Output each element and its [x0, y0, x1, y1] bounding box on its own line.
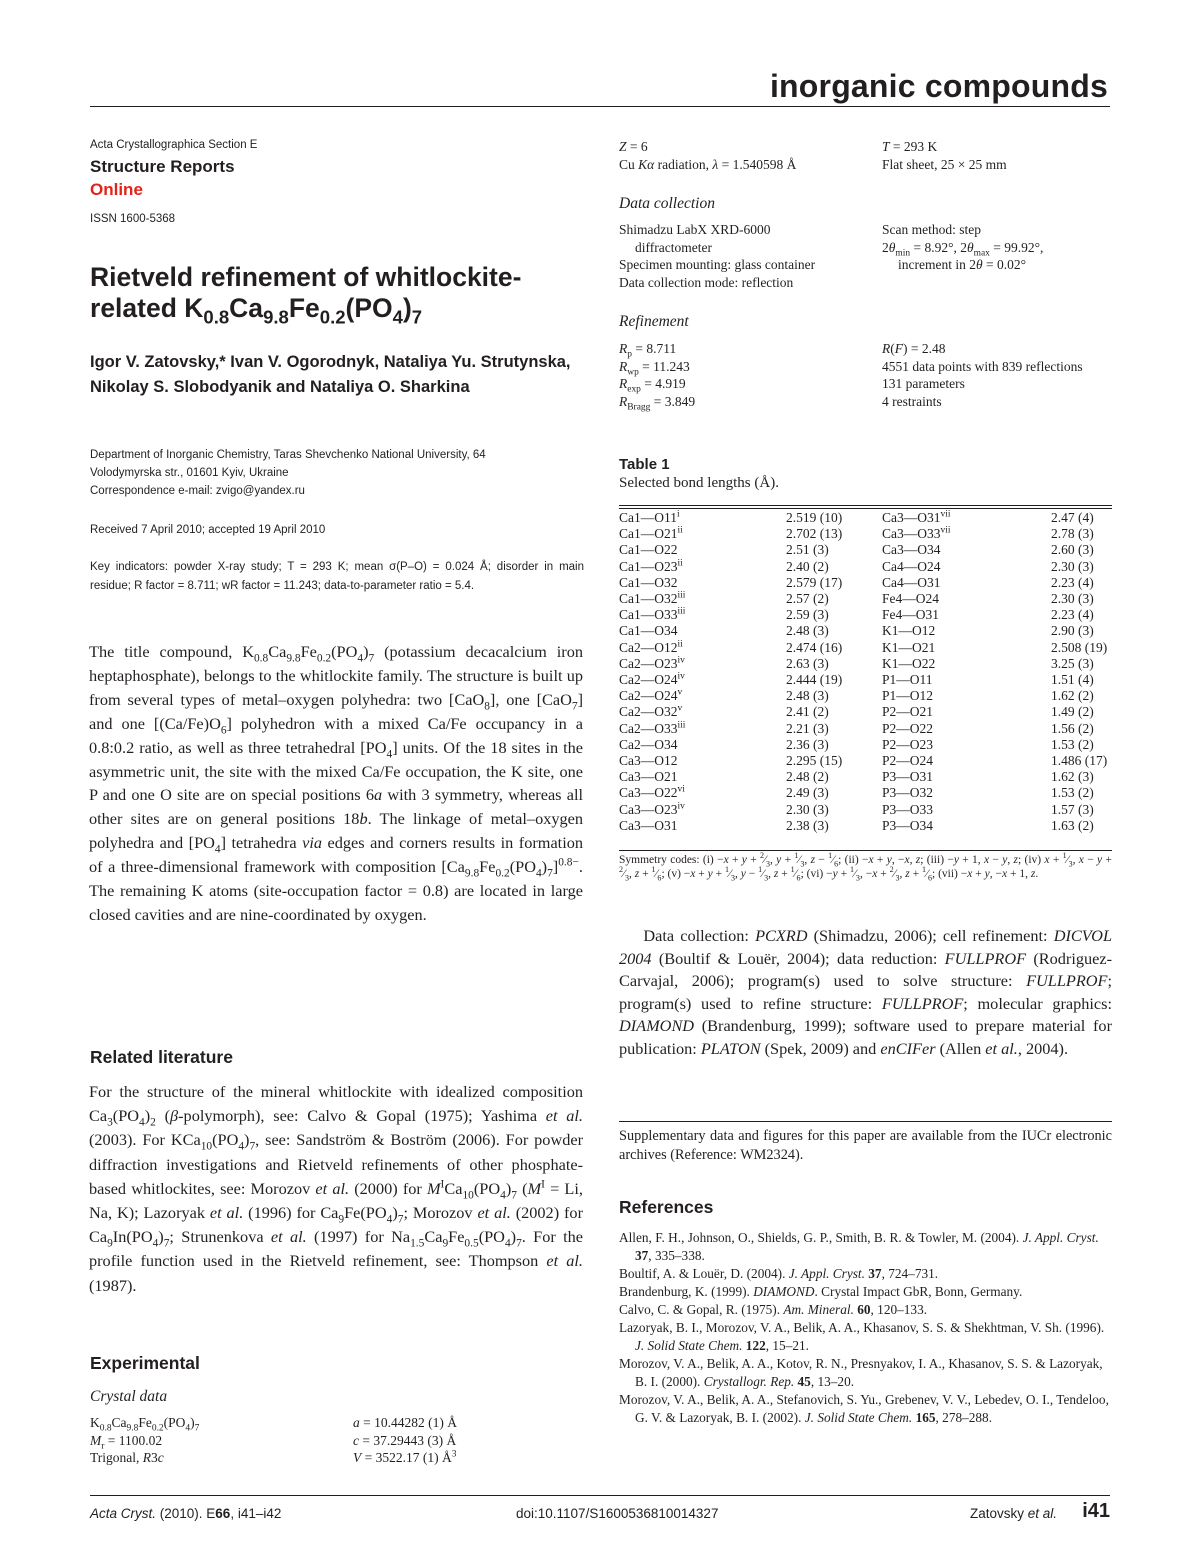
length-cell: 2.48 (3) — [786, 688, 829, 704]
table-row — [619, 818, 1112, 834]
bond-cell: P2—O23 — [882, 736, 934, 752]
bond-cell: Ca3—O33$^{vii}$ — [882, 525, 951, 542]
related-literature-text: For the structure of the mineral whitlockite with idealized composition $Ca_3(PO_4)_2$ (β-polymorph), see: Calvo & Gopal (1975); Yashima et al. (2003). For $KCa_{10}(PO_4)_7$, see: Sandström & Boström (2006). For powder diffraction investigations and Rietveld refinements of other phosphate-based whitlockites, see: Morozov et al. (2000) for $M^ICa_{10}(PO_4)_7$ ($M^I = Li$, Na, K); Lazoryak et al. (1996) for $Ca_9Fe(PO_4)_7$; Morozov et al. (2002) for $Ca_9In(PO_4)_7$; Strunenkova et al. (1997) for $Na_{1.5}Ca_9Fe_{0.5}(PO_4)_7$. For the profile function used in the Rietveld refinement, see: Thompson et al. (1987). — [89, 1082, 584, 1295]
temperature: T = 293 K — [882, 139, 938, 154]
issn: ISSN 1600-5368 — [90, 213, 176, 225]
crystal-system: Trigonal, R3c — [90, 1450, 164, 1465]
length-cell: 2.30 (3) — [786, 801, 829, 817]
length-cell: 2.474 (16) — [786, 639, 843, 655]
footer-page-number: i41 — [1082, 1500, 1110, 1522]
author-list: Igor V. Zatovsky,* Ivan V. Ogorodnyk, Nataliya Yu. Strutynska, Nikolay S. Slobodyanik and Nataliya O. Sharkina — [90, 353, 571, 396]
table-row — [619, 753, 1112, 769]
length-cell: 1.62 (2) — [1051, 688, 1094, 704]
length-cell: 2.30 (3) — [1051, 591, 1094, 607]
table-row — [619, 721, 1112, 737]
two-theta-range: $2\theta_{min} = 8.92^\circ$, $2\theta_{max} = 99.92^\circ$, — [882, 239, 1044, 259]
table-row — [619, 802, 1112, 818]
r-bragg: $R_{Bragg} = 3.849$ — [619, 393, 696, 413]
table-row — [619, 704, 1112, 720]
cell-c: c = 37.29443 (3) Å — [353, 1432, 457, 1448]
length-cell: 1.486 (17) — [1051, 753, 1108, 769]
table-row — [619, 769, 1112, 785]
bond-cell: P3—O34 — [882, 817, 934, 833]
table-row — [619, 542, 1112, 558]
crystal-data-left — [90, 1414, 199, 1467]
bond-cell: Ca2—O33$^{iii}$ — [619, 720, 686, 736]
length-cell: 2.60 (3) — [1051, 542, 1094, 558]
abstract: The title compound, $K_{0.8}Ca_{9.8}Fe_{0.2}(PO_4)_7$ (potassium decacalcium iron heptaphosphate), belongs to the whitlockite family. The structure is built up from several types of metal–oxygen polyhedra: two [CaO$_8$], one [CaO$_7$] and one $[(Ca/Fe)O_6]$ polyhedron with a mixed Ca/Fe occupancy in a 0.8:0.2 ratio, as well as three tetrahedral $[PO_4]$ units. Of the 18 sites in the asymmetric unit, the site with the mixed Ca/Fe occupation, the K site, one P and one O site are on special positions 6a with 3 symmetry, whereas all other sites are on general positions 18b. The linkage of metal–oxygen polyhedra and $[PO_4]$ tetrahedra via edges and corners results in formation of a three-dimensional framework with composition $[Ca_{9.8}Fe_{0.2}(PO_4)_7]^{0.8-}$. The remaining K atoms (site-occupation factor = 0.8) are located in large closed cavities and are nine-coordinated by oxygen. — [89, 642, 584, 924]
data-collection-heading: Data collection — [619, 195, 715, 212]
length-cell: 2.51 (3) — [786, 542, 829, 558]
length-cell: 1.57 (3) — [1051, 801, 1094, 817]
specimen-mounting: Specimen mounting: glass container — [619, 257, 816, 272]
reference-item: Morozov, V. A., Belik, A. A., Kotov, R. N., Presnyakov, I. A., Khasanov, S. S. & Lazoryak, B. I. (2000). Crystallogr. Rep. 45, 13–20. — [619, 1356, 1103, 1389]
r-wp: $R_{wp} = 11.243$ — [619, 358, 690, 378]
length-cell: 2.36 (3) — [786, 736, 829, 752]
table-caption: Selected bond lengths (Å). — [619, 475, 779, 491]
bond-cell: Ca2—O24$^v$ — [619, 687, 683, 704]
bond-cell: K1—O12 — [882, 623, 936, 639]
refinement-left — [619, 340, 696, 413]
table-rule — [619, 505, 1112, 506]
z-value: Z = 6 — [619, 139, 648, 154]
length-cell: 2.49 (3) — [786, 785, 829, 801]
bond-cell: Ca1—O34 — [619, 623, 678, 639]
bond-cell: Ca2—O34 — [619, 736, 678, 752]
length-cell: 1.56 (2) — [1051, 720, 1094, 736]
table-row — [619, 656, 1112, 672]
table-row — [619, 575, 1112, 591]
scan-method: Scan method: step — [882, 222, 981, 237]
table-row — [619, 640, 1112, 656]
received-date: Received 7 April 2010; accepted 19 April 2010 — [90, 524, 326, 536]
related-literature-heading: Related literature — [90, 1047, 233, 1067]
length-cell: 2.23 (4) — [1051, 574, 1094, 590]
bond-cell: Ca2—O23$^{iv}$ — [619, 655, 685, 671]
length-cell: 1.53 (2) — [1051, 736, 1094, 752]
crystal-data-right — [353, 1414, 457, 1467]
refinement-right — [882, 340, 1083, 410]
bond-cell: Ca2—O32$^v$ — [619, 703, 683, 720]
length-cell: 2.47 (4) — [1051, 510, 1094, 525]
restraints: 4 restraints — [882, 393, 942, 409]
table-row — [619, 591, 1112, 607]
data-collection-left — [619, 221, 815, 291]
journal-series: Structure Reports — [90, 157, 235, 176]
table-row — [619, 607, 1112, 623]
section-title: inorganic compounds — [769, 68, 1108, 104]
length-cell: 2.21 (3) — [786, 720, 829, 736]
table-row — [619, 559, 1112, 575]
bond-cell: Fe4—O31 — [882, 607, 939, 623]
bond-cell: Ca1—O11$^i$ — [619, 509, 680, 525]
bond-cell: Fe4—O24 — [882, 591, 939, 607]
bond-cell: P2—O24 — [882, 753, 934, 769]
bond-cell: P3—O33 — [882, 801, 934, 817]
supplementary-rule — [619, 1121, 1112, 1122]
affiliation — [90, 446, 590, 500]
r-p: $R_p = 8.711$ — [619, 341, 677, 360]
length-cell: 2.63 (3) — [786, 655, 829, 671]
crystal-data-cont-left — [619, 138, 796, 173]
footer-doi: doi:10.1107/S1600536810014327 — [516, 1506, 719, 1521]
software-statement: Data collection: PCXRD (Shimadzu, 2006); cell refinement: DICVOL 2004 (Boultif & Louër, 2004); data reduction: FULLPROF (Rodriguez-Carvajal, 2006); program(s) used to solve structure: FULLPROF; program(s) used to refine structure: FULLPROF; molecular graphics: DIAMOND (Brandenburg, 1999); software used to prepare material for publication: PLATON (Spek, 2009) and enCIFer (Allen et al., 2004). — [619, 926, 1113, 1058]
bond-cell: Ca3—O23$^{iv}$ — [619, 801, 685, 817]
length-cell: 2.59 (3) — [786, 607, 829, 623]
length-cell: 2.48 (2) — [786, 769, 829, 785]
bond-cell: P2—O21 — [882, 704, 934, 720]
reference-item: Calvo, C. & Gopal, R. (1975). Am. Mineral. 60, 120–133. — [619, 1302, 928, 1317]
bond-cell: P3—O32 — [882, 785, 934, 801]
length-cell: 1.51 (4) — [1051, 672, 1094, 688]
footer-author: Zatovsky et al. — [969, 1506, 1057, 1521]
specimen: Flat sheet, 25 × 25 mm — [882, 156, 1007, 172]
data-collection-right — [882, 221, 1043, 274]
length-cell: 2.78 (3) — [1051, 526, 1094, 542]
table-row — [619, 688, 1112, 704]
footer-citation: Acta Cryst. (2010). E66, i41–i42 — [90, 1506, 282, 1521]
data-points: 4551 data points with 839 reflections — [882, 358, 1083, 374]
bond-cell: P1—O11 — [882, 672, 933, 688]
bond-cell: Ca4—O31 — [882, 574, 941, 590]
bond-cell: P1—O12 — [882, 688, 934, 704]
length-cell: 2.38 (3) — [786, 817, 829, 833]
crystal-data-cont-right — [882, 138, 1007, 173]
references-heading: References — [619, 1197, 714, 1217]
length-cell: 1.62 (3) — [1051, 769, 1094, 785]
bond-cell: Ca1—O33$^{iii}$ — [619, 606, 686, 623]
footer-rule — [90, 1495, 1110, 1496]
bond-cell: Ca2—O12$^{ii}$ — [619, 639, 683, 655]
radiation: Cu Kα radiation, λ = 1.540598 Å — [619, 156, 797, 172]
bond-length-table — [619, 510, 1112, 834]
bond-cell: Ca4—O24 — [882, 558, 941, 574]
journal-online: Online — [90, 180, 143, 199]
length-cell: 3.25 (3) — [1051, 655, 1094, 671]
bond-cell: Ca3—O21 — [619, 769, 678, 785]
table-row — [619, 785, 1112, 801]
journal-name: Acta Crystallographica Section E — [90, 139, 258, 151]
length-cell: 2.702 (13) — [786, 526, 843, 542]
length-cell: 1.53 (2) — [1051, 785, 1094, 801]
affiliation-line: Volodymyrska str., 01601 Kyiv, Ukraine — [90, 467, 289, 479]
table-label: Table 1 — [619, 456, 670, 473]
reference-item: Morozov, V. A., Belik, A. A., Stefanovich, S. Yu., Grebenev, V. V., Lebedev, O. I., Tendeloo, G. V. & Lazoryak, B. I. (2002). J. Solid State Chem. 165, 278–288. — [619, 1392, 1109, 1425]
parameters: 131 parameters — [882, 376, 965, 391]
length-cell: 2.90 (3) — [1051, 623, 1094, 639]
reference-list — [619, 1229, 1112, 1427]
cell-volume: V = 3522.17 (1) $Å^3$ — [353, 1449, 457, 1465]
collection-mode: Data collection mode: reflection — [619, 274, 794, 290]
r-exp: $R_{exp} = 4.919$ — [619, 376, 686, 395]
affiliation-line: Department of Inorganic Chemistry, Taras Shevchenko National University, 64 — [90, 449, 486, 461]
table-row — [619, 672, 1112, 688]
correspondence: Correspondence e-mail: zvigo@yandex.ru — [90, 485, 305, 497]
bond-cell: P3—O31 — [882, 769, 934, 785]
bond-cell: Ca3—O12 — [619, 753, 678, 769]
bond-cell: K1—O21 — [882, 639, 936, 655]
table-rule — [619, 508, 1112, 509]
length-cell: 1.49 (2) — [1051, 704, 1094, 720]
reference-item: Boultif, A. & Louër, D. (2004). J. Appl. Cryst. 37, 724–731. — [619, 1266, 939, 1281]
length-cell: 2.48 (3) — [786, 623, 829, 639]
experimental-heading: Experimental — [90, 1353, 200, 1373]
bond-cell: P2—O22 — [882, 720, 934, 736]
refinement-heading: Refinement — [619, 313, 689, 330]
r-f: R(F) = 2.48 — [882, 341, 946, 356]
table-row — [619, 737, 1112, 753]
bond-cell: Ca3—O31$^{vii}$ — [882, 509, 951, 525]
bond-cell: K1—O22 — [882, 655, 936, 671]
bond-cell: Ca3—O34 — [882, 542, 941, 558]
bond-cell: Ca1—O23$^{ii}$ — [619, 558, 683, 574]
title-line-1: Rietveld refinement of whitlockite- — [90, 262, 522, 292]
reference-item: Lazoryak, B. I., Morozov, V. A., Belik, A. A., Khasanov, S. S. & Shekhtman, V. Sh. (1996). J. Solid State Chem. 122, 15–21. — [619, 1320, 1105, 1353]
length-cell: 2.579 (17) — [786, 574, 843, 590]
instrument: Shimadzu LabX XRD-6000 — [619, 222, 771, 237]
length-cell: 1.63 (2) — [1051, 817, 1094, 833]
reference-item: Allen, F. H., Johnson, O., Shields, G. P., Smith, B. R. & Towler, M. (2004). J. Appl. Cryst. 37, 335–338. — [619, 1230, 1099, 1263]
table-row — [619, 526, 1112, 542]
bond-cell: Ca1—O32$^{iii}$ — [619, 590, 686, 607]
length-cell: 2.508 (19) — [1051, 639, 1108, 655]
supplementary-note: Supplementary data and figures for this paper are available from the IUCr electronic archives (Reference: WM2324). — [619, 1128, 1112, 1163]
two-theta-increment: increment in 2θ = 0.02° — [898, 257, 1027, 272]
bond-cell: Ca1—O22 — [619, 542, 678, 558]
bond-cell: Ca1—O32 — [619, 574, 678, 590]
length-cell: 2.57 (2) — [786, 591, 829, 607]
bond-cell: Ca1—O21$^{ii}$ — [619, 525, 683, 542]
length-cell: 2.41 (2) — [786, 704, 829, 720]
instrument-type: diffractometer — [635, 239, 712, 255]
bond-cell: Ca3—O31 — [619, 817, 678, 833]
bond-cell: Ca3—O22$^{vi}$ — [619, 784, 685, 801]
molar-mass: $M_r = 1100.02$ — [90, 1432, 163, 1452]
table-row — [619, 623, 1112, 639]
length-cell: 2.23 (4) — [1051, 607, 1094, 623]
article-title — [90, 262, 570, 328]
length-cell: 2.519 (10) — [786, 510, 843, 525]
title-line-2: related $K_{0.8}Ca_{9.8}Fe_{0.2}(PO_4)_7$ — [90, 293, 423, 328]
length-cell: 2.295 (15) — [786, 753, 843, 769]
crystal-data-heading: Crystal data — [90, 1388, 168, 1405]
cell-a: a = 10.44282 (1) Å — [353, 1415, 457, 1430]
formula: $K_{0.8}Ca_{9.8}Fe_{0.2}(PO_4)_7$ — [90, 1415, 200, 1434]
length-cell: 2.444 (19) — [786, 672, 843, 688]
reference-item: Brandenburg, K. (1999). DIAMOND. Crystal Impact GbR, Bonn, Germany. — [619, 1284, 1023, 1299]
table-row — [619, 510, 1112, 526]
bond-cell: Ca2—O24$^{iv}$ — [619, 671, 685, 688]
symmetry-codes: Symmetry codes: $(i) -x + y + ^2⁄_3$, $y + ^1⁄_3$, $z - ^1⁄_6$; (ii) −x + y, −x, z; (iii) −y + 1, x − y, z; (iv) $x + ^1⁄_3$, $x - y + ^2⁄_3$, $z + ^1⁄_6$; $(v) -x + y + ^1⁄_3$, $y - ^1⁄_3$, $z + ^1⁄_6$; $(vi) -y + ^1⁄_3$, $-x + ^2⁄_3$, $z + ^1⁄_6$; (vii) −x + y, −x + 1, z. — [619, 851, 1112, 883]
table-rule — [619, 850, 1112, 851]
key-indicators: Key indicators: powder X-ray study; T = 293 K; mean σ(P–O) = 0.024 Å; disorder in main residue; R factor = 8.711; wR factor = 11.243; data-to-parameter ratio = 5.4. — [90, 561, 584, 592]
top-rule — [90, 106, 1110, 107]
length-cell: 2.30 (3) — [1051, 558, 1094, 574]
length-cell: 2.40 (2) — [786, 558, 829, 574]
